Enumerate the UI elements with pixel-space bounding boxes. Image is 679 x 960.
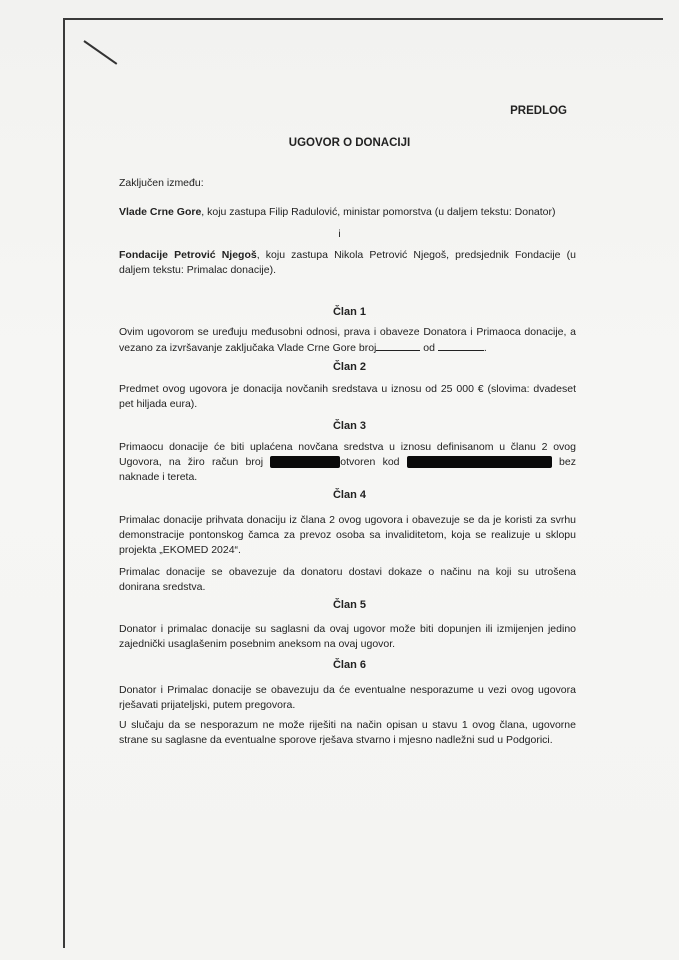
redacted-account-number [270,456,340,468]
document-title: UGOVOR O DONACIJI [288,137,411,149]
article-1-part2: od [420,342,438,354]
party-donor [119,205,576,220]
draft-label: PREDLOG [510,105,567,117]
party-recipient [119,248,576,278]
party-recipient-details: , koju zastupa Nikola Petrović Njegoš, predsjednik Fondacije (u daljem tekstu: Primalac donacije). [119,249,576,276]
article-1-text [119,325,576,356]
article-heading: Član 1 [332,306,366,318]
article-3-part1: Primaocu donacije će biti uplaćena novčana sredstva u iznosu definisanom u članu 2 ovog Ugovora, na žiro račun broj [119,441,576,468]
blank-date [438,340,484,351]
party-donor-details: , koju zastupa Filip Radulović, ministar pomorstva (u daljem tekstu: Donator) [201,206,556,218]
article-4-paragraph-2: Primalac donacije se obavezuje da donatoru dostavi dokaze o načinu na koji su utrošena donirana sredstva. [119,566,576,593]
intro-text: Zaključen između: [119,177,204,189]
article-3-part2: otvoren kod [340,456,400,468]
article-heading: Član 5 [332,599,366,611]
redacted-bank-name [407,456,552,468]
conjunction: i [338,228,341,240]
article-heading: Član 6 [332,659,366,671]
article-heading: Član 4 [332,489,366,501]
article-4-paragraph-1: Primalac donacije prihvata donaciju iz člana 2 ovog ugovora i obavezuje se da je koristi za svrhu demonstracije pontonskog čamca za prevoz osoba sa invaliditetom, koja se realizuje u sklopu projekta „EKOMED 2024“. [119,514,576,556]
article-heading: Član 2 [332,361,366,373]
article-3-part3: bez naknade i tereta. [119,456,576,483]
border-line-left [63,18,65,948]
pen-stroke-mark [83,40,117,65]
article-1-part1: Ovim ugovorom se uređuju međusobni odnosi, prava i obaveze Donatora i Primaoca donacije, a vezano za izvršavanje zaključaka Vlade Crne Gore broj [119,326,576,354]
article-1-part3: . [483,342,487,354]
border-line-top [63,18,663,20]
party-donor-name: Vlade Crne Gore [119,206,202,218]
article-6-paragraph-2: U slučaju da se nesporazum ne može riješiti na način opisan u stavu 1 ovog člana, ugovorne strane su saglasne da eventualne sporove rješava stvarno i mjesno nadležni sud u Podgorici. [119,719,576,746]
article-5-text: Donator i primalac donacije su saglasni da ovaj ugovor može biti dopunjen ili izmijenjen jedino zajednički usaglašenim posebnim aneksom na ovaj ugovor. [119,623,576,650]
party-recipient-name: Fondacije Petrović Njegoš [119,249,257,261]
article-2-text: Predmet ovog ugovora je donacija novčanih sredstava u iznosu od 25 000 € (slovima: dvadeset pet hiljada eura). [119,383,576,410]
blank-number [376,340,420,351]
article-3-text [119,440,576,485]
article-6-paragraph-1: Donator i Primalac donacije se obavezuju da će eventualne nesporazume u vezi ovog ugovora rješavati prijateljski, putem pregovora. [119,684,576,711]
article-heading: Član 3 [332,420,366,432]
